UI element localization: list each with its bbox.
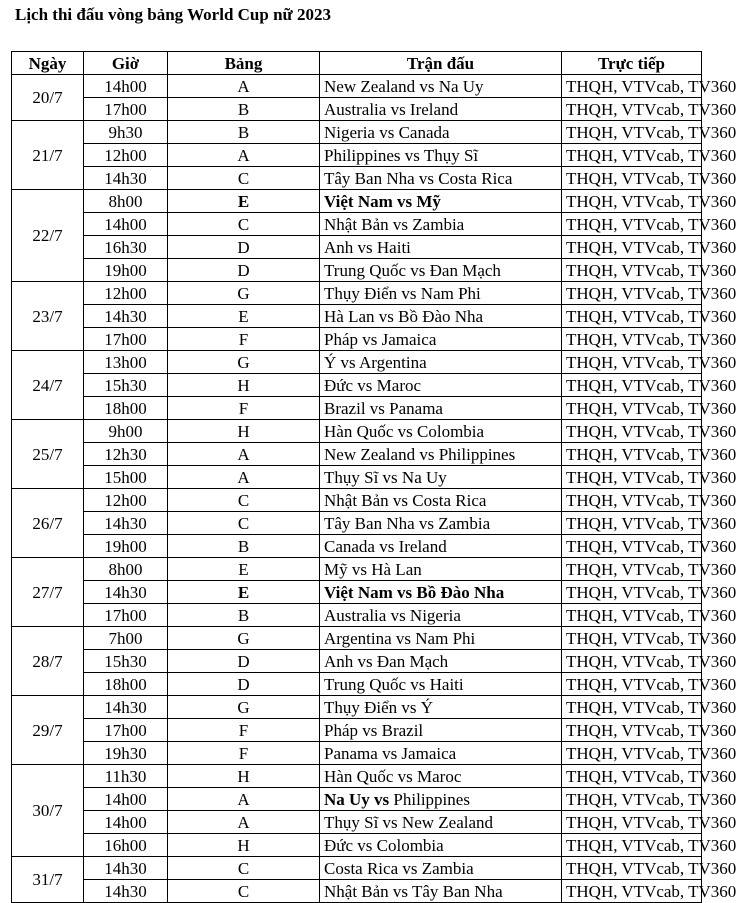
match-group: E: [168, 305, 320, 328]
match-broadcast: THQH, VTVcab, TV360: [562, 397, 702, 420]
page-title: Lịch thi đấu vòng bảng World Cup nữ 2023: [15, 5, 331, 24]
match-teams-rest: Philippines: [389, 789, 470, 809]
match-broadcast: THQH, VTVcab, TV360: [562, 167, 702, 190]
match-group: A: [168, 75, 320, 98]
schedule-table: [11, 51, 736, 903]
match-teams: Hàn Quốc vs Colombia: [320, 420, 562, 443]
match-broadcast: THQH, VTVcab, TV360: [562, 144, 702, 167]
match-teams-highlight: Na Uy vs: [324, 789, 390, 809]
match-teams: Philippines vs Thụy Sĩ: [320, 144, 562, 167]
match-group: E: [168, 581, 320, 604]
table-row: [12, 719, 702, 742]
match-time: 16h30: [84, 236, 168, 259]
match-broadcast: THQH, VTVcab, TV360: [562, 512, 702, 535]
match-time: 14h30: [84, 167, 168, 190]
match-broadcast: THQH, VTVcab, TV360: [562, 811, 702, 834]
match-broadcast: THQH, VTVcab, TV360: [562, 696, 702, 719]
match-time: 14h30: [84, 880, 168, 903]
match-broadcast: THQH, VTVcab, TV360: [562, 765, 702, 788]
match-date: 30/7: [12, 765, 84, 857]
match-group: D: [168, 673, 320, 696]
match-teams: Ý vs Argentina: [320, 351, 562, 374]
table-row: [12, 213, 702, 236]
match-group: F: [168, 328, 320, 351]
match-broadcast: THQH, VTVcab, TV360: [562, 719, 702, 742]
match-broadcast: THQH, VTVcab, TV360: [562, 834, 702, 857]
header-time: Giờ: [84, 52, 168, 75]
match-date: 29/7: [12, 696, 84, 765]
match-group: C: [168, 213, 320, 236]
match-teams: Australia vs Ireland: [320, 98, 562, 121]
match-date: 24/7: [12, 351, 84, 420]
match-date: 28/7: [12, 627, 84, 696]
match-broadcast: THQH, VTVcab, TV360: [562, 75, 702, 98]
match-broadcast: THQH, VTVcab, TV360: [562, 282, 702, 305]
match-group: C: [168, 167, 320, 190]
match-date: 20/7: [12, 75, 84, 121]
match-date: 31/7: [12, 857, 84, 903]
match-group: C: [168, 489, 320, 512]
match-group: D: [168, 236, 320, 259]
match-broadcast: THQH, VTVcab, TV360: [562, 742, 702, 765]
match-teams: Anh vs Haiti: [320, 236, 562, 259]
match-time: 15h00: [84, 466, 168, 489]
table-row: [12, 834, 702, 857]
match-broadcast: THQH, VTVcab, TV360: [562, 259, 702, 282]
match-group: H: [168, 420, 320, 443]
match-teams: New Zealand vs Na Uy: [320, 75, 562, 98]
match-teams: Hà Lan vs Bồ Đào Nha: [320, 305, 562, 328]
match-broadcast: THQH, VTVcab, TV360: [562, 190, 702, 213]
match-group: G: [168, 282, 320, 305]
match-teams: Thụy Sĩ vs New Zealand: [320, 811, 562, 834]
match-teams: Mỹ vs Hà Lan: [320, 558, 562, 581]
match-time: 14h30: [84, 857, 168, 880]
match-broadcast: THQH, VTVcab, TV360: [562, 558, 702, 581]
match-broadcast: THQH, VTVcab, TV360: [562, 581, 702, 604]
match-teams: Thụy Điển vs Nam Phi: [320, 282, 562, 305]
table-row: [12, 581, 702, 604]
table-header-row: [12, 52, 702, 75]
match-teams: Hàn Quốc vs Maroc: [320, 765, 562, 788]
match-teams: Nhật Bản vs Costa Rica: [320, 489, 562, 512]
match-teams: Tây Ban Nha vs Costa Rica: [320, 167, 562, 190]
match-time: 16h00: [84, 834, 168, 857]
match-broadcast: THQH, VTVcab, TV360: [562, 98, 702, 121]
table-row: [12, 144, 702, 167]
table-row: [12, 857, 702, 880]
match-teams: Tây Ban Nha vs Zambia: [320, 512, 562, 535]
match-broadcast: THQH, VTVcab, TV360: [562, 328, 702, 351]
match-teams: Nhật Bản vs Tây Ban Nha: [320, 880, 562, 903]
match-group: A: [168, 443, 320, 466]
table-row: [12, 673, 702, 696]
table-row: [12, 489, 702, 512]
match-time: 8h00: [84, 558, 168, 581]
match-time: 14h30: [84, 581, 168, 604]
match-date: 25/7: [12, 420, 84, 489]
match-broadcast: THQH, VTVcab, TV360: [562, 374, 702, 397]
table-row: [12, 535, 702, 558]
table-row: [12, 259, 702, 282]
table-row: [12, 788, 702, 811]
match-time: 14h00: [84, 213, 168, 236]
table-row: [12, 512, 702, 535]
match-group: E: [168, 190, 320, 213]
match-group: A: [168, 144, 320, 167]
match-time: 18h00: [84, 397, 168, 420]
match-time: 17h00: [84, 98, 168, 121]
match-time: 11h30: [84, 765, 168, 788]
table-row: [12, 98, 702, 121]
match-broadcast: THQH, VTVcab, TV360: [562, 604, 702, 627]
match-time: 17h00: [84, 604, 168, 627]
match-group: B: [168, 121, 320, 144]
table-row: [12, 167, 702, 190]
match-broadcast: THQH, VTVcab, TV360: [562, 213, 702, 236]
match-teams: Đức vs Colombia: [320, 834, 562, 857]
match-time: 14h30: [84, 305, 168, 328]
match-time: 14h30: [84, 696, 168, 719]
match-teams: Đức vs Maroc: [320, 374, 562, 397]
header-group: Bảng: [168, 52, 320, 75]
header-date: Ngày: [12, 52, 84, 75]
match-group: F: [168, 719, 320, 742]
match-time: 13h00: [84, 351, 168, 374]
match-broadcast: THQH, VTVcab, TV360: [562, 673, 702, 696]
table-body: [12, 75, 736, 903]
match-broadcast: THQH, VTVcab, TV360: [562, 305, 702, 328]
match-group: B: [168, 98, 320, 121]
table-row: [12, 121, 702, 144]
match-broadcast: THQH, VTVcab, TV360: [562, 650, 702, 673]
match-broadcast: THQH, VTVcab, TV360: [562, 535, 702, 558]
table-row: [12, 305, 702, 328]
match-broadcast: THQH, VTVcab, TV360: [562, 857, 702, 880]
match-time: 17h00: [84, 328, 168, 351]
match-teams: Pháp vs Jamaica: [320, 328, 562, 351]
match-teams: Việt Nam vs Bồ Đào Nha: [320, 581, 562, 604]
match-teams: Trung Quốc vs Đan Mạch: [320, 259, 562, 282]
match-teams: Anh vs Đan Mạch: [320, 650, 562, 673]
match-time: 19h30: [84, 742, 168, 765]
match-group: H: [168, 374, 320, 397]
match-broadcast: THQH, VTVcab, TV360: [562, 880, 702, 903]
match-time: 19h00: [84, 535, 168, 558]
match-teams: Argentina vs Nam Phi: [320, 627, 562, 650]
match-date: 26/7: [12, 489, 84, 558]
match-group: G: [168, 627, 320, 650]
table-row: [12, 466, 702, 489]
match-date: 23/7: [12, 282, 84, 351]
match-group: C: [168, 857, 320, 880]
table-row: [12, 604, 702, 627]
match-time: 14h00: [84, 75, 168, 98]
match-date: 22/7: [12, 190, 84, 282]
match-time: 18h00: [84, 673, 168, 696]
match-group: H: [168, 765, 320, 788]
match-teams: Canada vs Ireland: [320, 535, 562, 558]
match-time: 12h00: [84, 144, 168, 167]
match-group: C: [168, 512, 320, 535]
match-teams: Pháp vs Brazil: [320, 719, 562, 742]
match-group: A: [168, 466, 320, 489]
match-time: 15h30: [84, 650, 168, 673]
table-row: [12, 236, 702, 259]
table-row: [12, 75, 702, 98]
match-teams: Brazil vs Panama: [320, 397, 562, 420]
table-row: [12, 328, 702, 351]
match-group: A: [168, 788, 320, 811]
table-row: [12, 420, 702, 443]
table-row: [12, 282, 702, 305]
header-broadcast: Trực tiếp: [562, 52, 702, 75]
match-broadcast: THQH, VTVcab, TV360: [562, 627, 702, 650]
match-teams: New Zealand vs Philippines: [320, 443, 562, 466]
match-group: D: [168, 259, 320, 282]
match-group: H: [168, 834, 320, 857]
match-broadcast: THQH, VTVcab, TV360: [562, 420, 702, 443]
table-row: [12, 765, 702, 788]
match-time: 8h00: [84, 190, 168, 213]
match-teams: Thụy Sĩ vs Na Uy: [320, 466, 562, 489]
table-row: [12, 742, 702, 765]
match-group: B: [168, 535, 320, 558]
match-time: 12h00: [84, 282, 168, 305]
table-row: [12, 397, 702, 420]
match-time: 17h00: [84, 719, 168, 742]
match-teams: Trung Quốc vs Haiti: [320, 673, 562, 696]
match-time: 19h00: [84, 259, 168, 282]
match-group: B: [168, 604, 320, 627]
match-time: 15h30: [84, 374, 168, 397]
match-teams: Nhật Bản vs Zambia: [320, 213, 562, 236]
match-group: D: [168, 650, 320, 673]
match-group: G: [168, 696, 320, 719]
table-row: [12, 190, 702, 213]
match-date: 27/7: [12, 558, 84, 627]
match-group: G: [168, 351, 320, 374]
table-row: [12, 811, 702, 834]
match-teams: Việt Nam vs Mỹ: [320, 190, 562, 213]
table-row: [12, 880, 702, 903]
match-broadcast: THQH, VTVcab, TV360: [562, 788, 702, 811]
match-teams: Panama vs Jamaica: [320, 742, 562, 765]
table-row: [12, 351, 702, 374]
match-broadcast: THQH, VTVcab, TV360: [562, 351, 702, 374]
match-group: A: [168, 811, 320, 834]
match-date: 21/7: [12, 121, 84, 190]
match-broadcast: THQH, VTVcab, TV360: [562, 443, 702, 466]
table-row: [12, 696, 702, 719]
match-time: 7h00: [84, 627, 168, 650]
table-row: [12, 650, 702, 673]
match-time: 9h00: [84, 420, 168, 443]
table-row: [12, 443, 702, 466]
match-time: 9h30: [84, 121, 168, 144]
match-broadcast: THQH, VTVcab, TV360: [562, 466, 702, 489]
match-teams: Thụy Điển vs Ý: [320, 696, 562, 719]
match-time: 12h30: [84, 443, 168, 466]
table-row: [12, 374, 702, 397]
table-row: [12, 627, 702, 650]
match-time: 14h30: [84, 512, 168, 535]
match-teams: Costa Rica vs Zambia: [320, 857, 562, 880]
match-broadcast: THQH, VTVcab, TV360: [562, 121, 702, 144]
match-teams: [320, 788, 562, 811]
match-broadcast: THQH, VTVcab, TV360: [562, 489, 702, 512]
table-row: [12, 558, 702, 581]
match-time: 14h00: [84, 811, 168, 834]
match-teams: Australia vs Nigeria: [320, 604, 562, 627]
match-time: 14h00: [84, 788, 168, 811]
match-group: E: [168, 558, 320, 581]
match-group: F: [168, 742, 320, 765]
match-broadcast: THQH, VTVcab, TV360: [562, 236, 702, 259]
header-match: Trận đấu: [320, 52, 562, 75]
match-time: 12h00: [84, 489, 168, 512]
match-teams: Nigeria vs Canada: [320, 121, 562, 144]
match-group: C: [168, 880, 320, 903]
match-group: F: [168, 397, 320, 420]
